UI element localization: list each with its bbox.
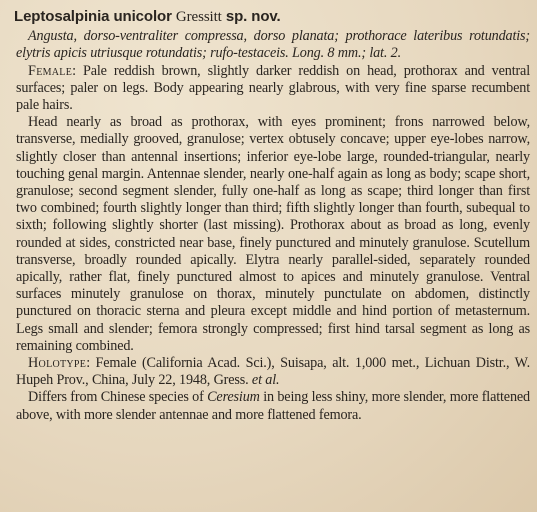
species-status: sp. nov. (225, 8, 281, 25)
description-paragraph (16, 114, 530, 355)
latin-measurements: Long. 8 mm.; lat. 2. (288, 45, 401, 62)
female-colon: : (72, 62, 76, 79)
differs-text-b: in being less shiny, more slender, more flattened above, with more slender antennae and more flattened femora. (16, 389, 530, 423)
holotype-etal: et al. (248, 372, 280, 389)
holotype-paragraph (16, 355, 530, 389)
female-paragraph (16, 63, 530, 115)
genus-name: Ceresium (207, 389, 260, 406)
species-author: Gressitt (175, 9, 222, 25)
holotype-label: Holotype (28, 355, 87, 372)
female-label: Female (28, 62, 73, 79)
holotype-text: Female (California Acad. Sci.), Suisapa, alt. 1,000 met., Lichuan Distr., W. Hupeh Prov., China, July 22, 1948, Gress. (16, 355, 530, 389)
differs-text-a: Differs from Chinese species of (28, 389, 208, 406)
holotype-colon: : (86, 355, 90, 372)
species-name: Leptosalpinia unicolor (14, 8, 172, 25)
document-page (16, 8, 530, 424)
differs-paragraph (16, 389, 530, 423)
latin-diagnosis (16, 28, 530, 62)
female-text: Pale reddish brown, slightly darker reddish on head, prothorax and ventral surfaces; paler on legs. Body appearing nearly glabrous, with very fine sparse recumbent pale hairs. (16, 62, 530, 114)
species-heading (14, 8, 530, 26)
description-text: Head nearly as broad as prothorax, with eyes prominent; frons narrowed below, transverse, medially grooved, granulose; vertex obtusely concave; upper eye-lobes narrow, slightly closer than antennal insertions; inferior eye-lobe large, rounded-triangular, nearly touching genal margin. Antennae slender, nearly one-half again as long as body; scape short, granulose; second segment slender, fully one-half as long as scape; third longer than first two combined; fourth slightly longer than third; fifth slightly longer than fourth, subequal to sixth; following slightly shorter (last missing). Prothorax about as broad as long, evenly rounded at sides, constricted near base, finely punctured and minutely granulose. Scutellum transverse, broadly rounded apically. Elytra nearly parallel-sided, separately rounded apically, rather flat, finely punctured almost to apices and minutely granulose. Ventral surfaces minutely granulose on thorax, minutely punctulate on abdomen, distinctly punctured on thoracic sterna and pleura except middle and hind portion of metasternum. Legs small and slender; femora strongly compressed; first hind tarsal segment as long as remaining combined. (16, 114, 530, 354)
latin-diagnosis-text: Angusta, dorso-ventraliter compressa, dorso planata; prothorace lateribus rotundatis; elytris apicis utriusque rotundatis; rufo-testaceis. (16, 28, 530, 62)
